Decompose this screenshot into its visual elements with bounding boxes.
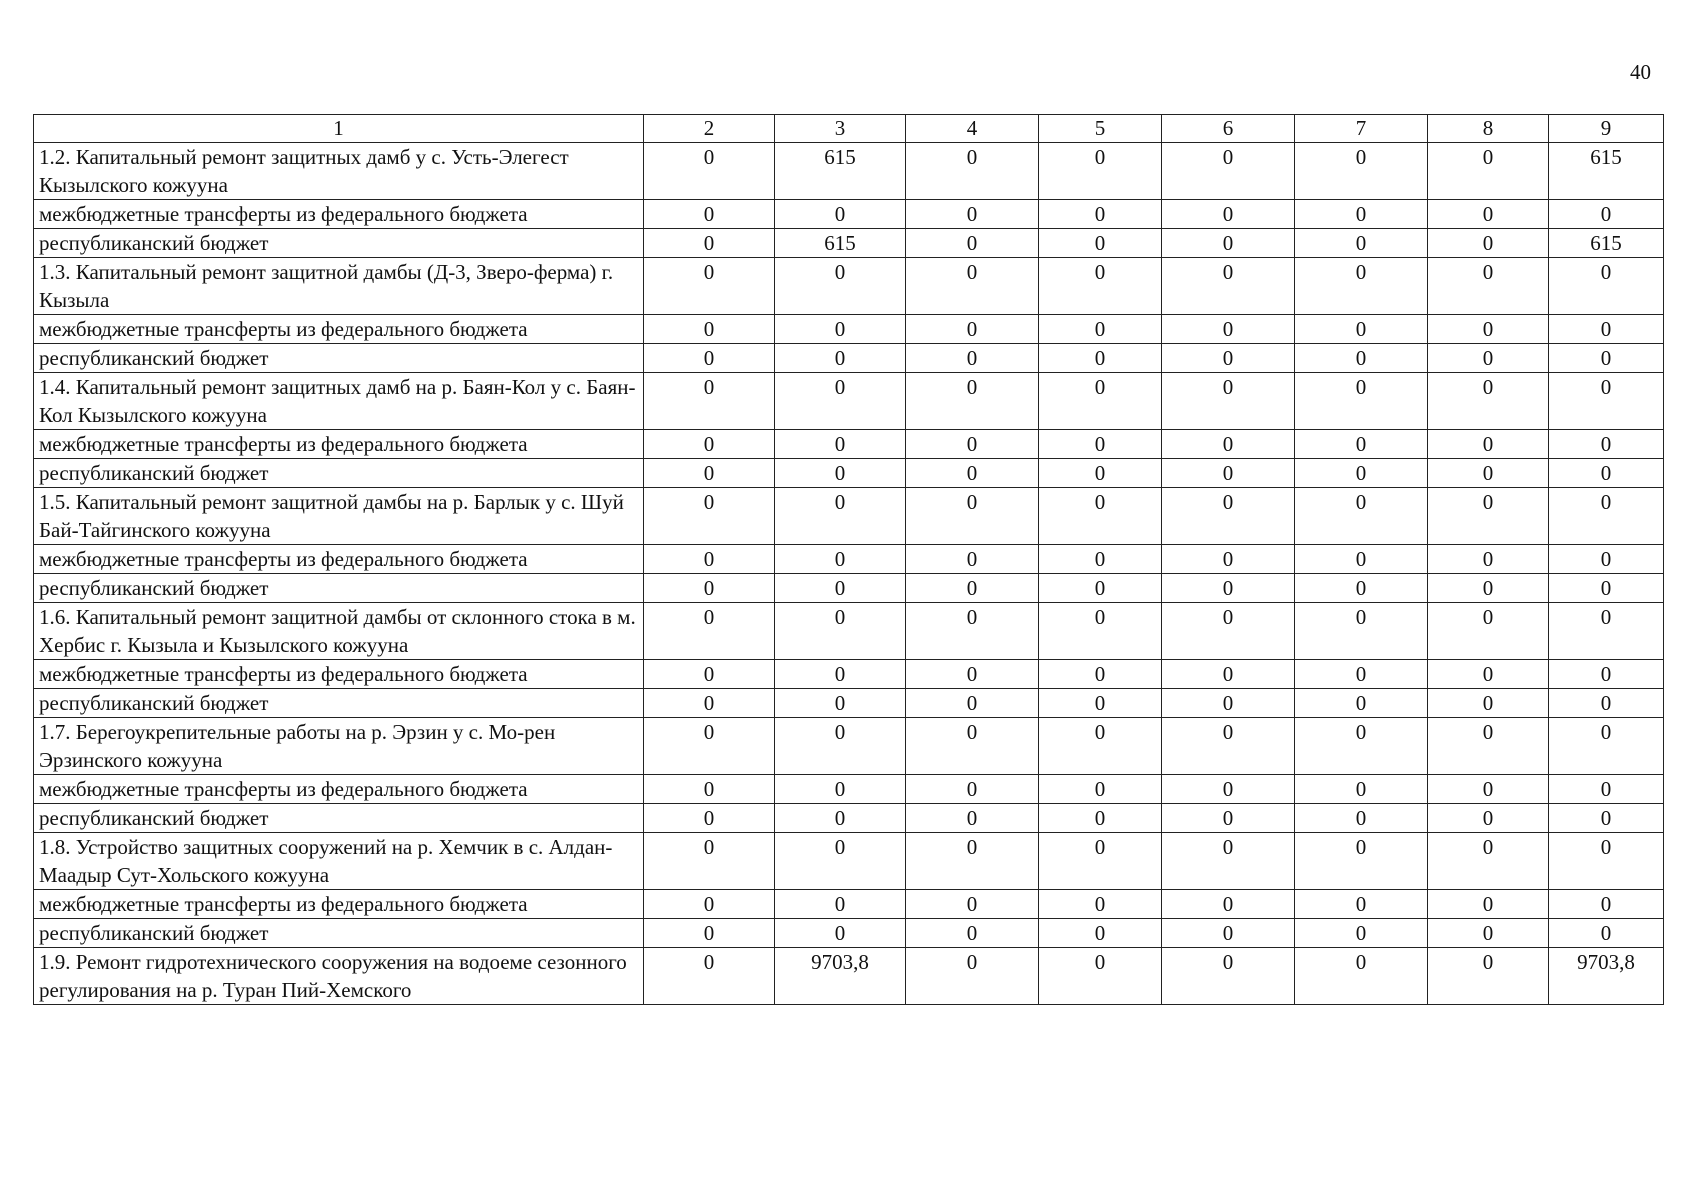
table-row-funding-source [34,804,1664,833]
value-cell: 0 [1295,488,1428,545]
value-cell: 0 [1039,344,1162,373]
value-cell: 0 [1549,545,1664,574]
value-cell: 0 [1549,258,1664,315]
value-cell: 0 [1428,804,1549,833]
value-cell: 0 [906,545,1039,574]
value-cell: 0 [906,890,1039,919]
value-cell: 0 [1295,919,1428,948]
value-cell: 615 [775,143,906,200]
value-cell: 0 [1039,488,1162,545]
value-cell: 0 [906,200,1039,229]
value-cell: 0 [906,574,1039,603]
table-row-funding-source [34,890,1664,919]
value-cell: 9703,8 [1549,948,1664,1005]
value-cell: 0 [1295,948,1428,1005]
value-cell: 9703,8 [775,948,906,1005]
value-cell: 0 [1039,143,1162,200]
value-cell: 0 [644,373,775,430]
value-cell: 0 [1295,229,1428,258]
table-row-activity [34,143,1664,200]
value-cell: 0 [1549,200,1664,229]
value-cell: 0 [644,430,775,459]
value-cell: 0 [1295,775,1428,804]
value-cell: 0 [1162,344,1295,373]
value-cell: 0 [644,919,775,948]
value-cell: 0 [775,200,906,229]
value-cell: 0 [1039,574,1162,603]
value-cell: 0 [906,258,1039,315]
column-header: 2 [644,115,775,143]
value-cell: 0 [775,430,906,459]
value-cell: 0 [1428,775,1549,804]
value-cell: 0 [775,804,906,833]
value-cell: 0 [1549,603,1664,660]
value-cell: 0 [1039,775,1162,804]
value-cell: 0 [644,315,775,344]
column-header: 1 [34,115,644,143]
value-cell: 0 [1162,200,1295,229]
value-cell: 0 [644,890,775,919]
value-cell: 0 [906,775,1039,804]
row-name-cell: республиканский бюджет [34,804,644,833]
table-row-funding-source [34,775,1664,804]
value-cell: 0 [1162,718,1295,775]
value-cell: 615 [1549,143,1664,200]
row-name-cell: республиканский бюджет [34,344,644,373]
value-cell: 0 [775,660,906,689]
value-cell: 0 [1162,919,1295,948]
value-cell: 0 [1428,574,1549,603]
value-cell: 0 [775,315,906,344]
budget-table [33,114,1664,1005]
row-name-cell: 1.7. Берегоукрепительные работы на р. Эрзин у с. Мо-рен Эрзинского кожууна [34,718,644,775]
value-cell: 0 [1295,574,1428,603]
value-cell: 0 [1549,689,1664,718]
value-cell: 0 [1162,258,1295,315]
value-cell: 0 [1039,603,1162,660]
value-cell: 0 [1039,718,1162,775]
value-cell: 0 [906,833,1039,890]
value-cell: 0 [1295,603,1428,660]
value-cell: 0 [775,344,906,373]
value-cell: 0 [1428,200,1549,229]
table-row-funding-source [34,574,1664,603]
row-name-cell: межбюджетные трансферты из федерального бюджета [34,890,644,919]
value-cell: 0 [1295,660,1428,689]
value-cell: 0 [906,948,1039,1005]
value-cell: 0 [1039,229,1162,258]
value-cell: 0 [1428,143,1549,200]
value-cell: 0 [1039,545,1162,574]
row-name-cell: 1.5. Капитальный ремонт защитной дамбы на р. Барлык у с. Шуй Бай-Тайгинского кожууна [34,488,644,545]
value-cell: 0 [1428,344,1549,373]
value-cell: 0 [1295,459,1428,488]
table-row-activity [34,488,1664,545]
value-cell: 0 [1162,603,1295,660]
row-name-cell: 1.9. Ремонт гидротехнического сооружения на водоеме сезонного регулирования на р. Туран Пий-Хемского [34,948,644,1005]
value-cell: 0 [1428,919,1549,948]
value-cell: 0 [775,775,906,804]
value-cell: 0 [1162,373,1295,430]
value-cell: 0 [1428,488,1549,545]
value-cell: 0 [1549,459,1664,488]
value-cell: 0 [1428,229,1549,258]
value-cell: 0 [1428,258,1549,315]
value-cell: 0 [775,890,906,919]
value-cell: 0 [1039,919,1162,948]
value-cell: 0 [775,258,906,315]
value-cell: 0 [906,660,1039,689]
table-row-activity [34,833,1664,890]
row-name-cell: межбюджетные трансферты из федерального бюджета [34,315,644,344]
value-cell: 0 [644,229,775,258]
value-cell: 0 [1549,804,1664,833]
value-cell: 0 [1162,488,1295,545]
value-cell: 0 [1549,660,1664,689]
value-cell: 0 [1428,545,1549,574]
value-cell: 0 [1549,890,1664,919]
value-cell: 0 [1162,689,1295,718]
value-cell: 0 [775,833,906,890]
table-row-funding-source [34,459,1664,488]
value-cell: 0 [906,373,1039,430]
value-cell: 0 [1549,574,1664,603]
value-cell: 0 [906,919,1039,948]
value-cell: 0 [1162,660,1295,689]
value-cell: 0 [1295,545,1428,574]
value-cell: 0 [906,459,1039,488]
row-name-cell: республиканский бюджет [34,459,644,488]
value-cell: 0 [1295,258,1428,315]
row-name-cell: республиканский бюджет [34,689,644,718]
row-name-cell: межбюджетные трансферты из федерального бюджета [34,200,644,229]
row-name-cell: межбюджетные трансферты из федерального бюджета [34,545,644,574]
value-cell: 0 [644,258,775,315]
table-row-activity [34,948,1664,1005]
value-cell: 0 [644,689,775,718]
value-cell: 0 [1295,804,1428,833]
row-name-cell: республиканский бюджет [34,229,644,258]
value-cell: 0 [644,545,775,574]
value-cell: 0 [906,430,1039,459]
row-name-cell: 1.6. Капитальный ремонт защитной дамбы от склонного стока в м. Хербис г. Кызыла и Кызылского кожууна [34,603,644,660]
value-cell: 0 [644,200,775,229]
value-cell: 615 [1549,229,1664,258]
header-row [34,115,1664,143]
value-cell: 0 [644,718,775,775]
table-row-activity [34,718,1664,775]
value-cell: 0 [906,718,1039,775]
value-cell: 0 [906,229,1039,258]
value-cell: 0 [1162,315,1295,344]
table-row-funding-source [34,229,1664,258]
value-cell: 0 [1039,833,1162,890]
value-cell: 0 [1039,948,1162,1005]
value-cell: 0 [775,488,906,545]
value-cell: 0 [1162,948,1295,1005]
value-cell: 0 [906,603,1039,660]
table-row-funding-source [34,660,1664,689]
value-cell: 0 [1295,430,1428,459]
value-cell: 0 [906,315,1039,344]
table-body [34,115,1664,1005]
value-cell: 0 [775,545,906,574]
table-row-funding-source [34,344,1664,373]
value-cell: 0 [1162,143,1295,200]
value-cell: 0 [644,660,775,689]
table-row-funding-source [34,545,1664,574]
column-header: 5 [1039,115,1162,143]
value-cell: 0 [1295,718,1428,775]
value-cell: 0 [1428,689,1549,718]
value-cell: 0 [644,143,775,200]
value-cell: 0 [1549,430,1664,459]
table-row-funding-source [34,919,1664,948]
value-cell: 0 [1295,689,1428,718]
table-row-funding-source [34,689,1664,718]
value-cell: 0 [1549,919,1664,948]
table-row-funding-source [34,315,1664,344]
value-cell: 0 [1428,718,1549,775]
value-cell: 0 [1428,890,1549,919]
column-header: 4 [906,115,1039,143]
value-cell: 0 [1428,603,1549,660]
table-row-funding-source [34,200,1664,229]
value-cell: 0 [1295,143,1428,200]
value-cell: 0 [644,603,775,660]
row-name-cell: 1.4. Капитальный ремонт защитных дамб на р. Баян-Кол у с. Баян-Кол Кызылского кожууна [34,373,644,430]
row-name-cell: межбюджетные трансферты из федерального бюджета [34,660,644,689]
column-header: 8 [1428,115,1549,143]
page-number: 40 [1630,60,1651,84]
value-cell: 0 [1549,344,1664,373]
value-cell: 0 [775,373,906,430]
value-cell: 0 [644,459,775,488]
value-cell: 0 [644,775,775,804]
row-name-cell: 1.2. Капитальный ремонт защитных дамб у с. Усть-Элегест Кызылского кожууна [34,143,644,200]
row-name-cell: республиканский бюджет [34,574,644,603]
value-cell: 0 [644,833,775,890]
value-cell: 0 [1549,373,1664,430]
value-cell: 0 [906,344,1039,373]
value-cell: 0 [1428,315,1549,344]
value-cell: 615 [775,229,906,258]
value-cell: 0 [644,804,775,833]
value-cell: 0 [1162,229,1295,258]
value-cell: 0 [1428,373,1549,430]
value-cell: 0 [1428,833,1549,890]
value-cell: 0 [775,459,906,488]
value-cell: 0 [1428,459,1549,488]
value-cell: 0 [1039,660,1162,689]
value-cell: 0 [906,804,1039,833]
value-cell: 0 [1295,315,1428,344]
column-header: 6 [1162,115,1295,143]
value-cell: 0 [1039,258,1162,315]
table-row-activity [34,258,1664,315]
value-cell: 0 [1295,890,1428,919]
value-cell: 0 [1428,660,1549,689]
value-cell: 0 [1162,833,1295,890]
row-name-cell: республиканский бюджет [34,919,644,948]
column-header: 9 [1549,115,1664,143]
value-cell: 0 [644,948,775,1005]
value-cell: 0 [1295,200,1428,229]
value-cell: 0 [1549,488,1664,545]
value-cell: 0 [775,689,906,718]
table-row-activity [34,373,1664,430]
value-cell: 0 [775,919,906,948]
row-name-cell: 1.8. Устройство защитных сооружений на р. Хемчик в с. Алдан-Маадыр Сут-Хольского кожууна [34,833,644,890]
value-cell: 0 [1295,373,1428,430]
value-cell: 0 [1162,459,1295,488]
value-cell: 0 [775,718,906,775]
value-cell: 0 [1039,430,1162,459]
table-row-funding-source [34,430,1664,459]
value-cell: 0 [1549,833,1664,890]
value-cell: 0 [1295,344,1428,373]
value-cell: 0 [644,488,775,545]
value-cell: 0 [1039,804,1162,833]
row-name-cell: межбюджетные трансферты из федерального бюджета [34,430,644,459]
row-name-cell: межбюджетные трансферты из федерального бюджета [34,775,644,804]
value-cell: 0 [1162,545,1295,574]
value-cell: 0 [1039,459,1162,488]
column-header: 7 [1295,115,1428,143]
value-cell: 0 [1162,804,1295,833]
value-cell: 0 [1162,890,1295,919]
value-cell: 0 [1039,373,1162,430]
value-cell: 0 [1039,315,1162,344]
value-cell: 0 [906,488,1039,545]
value-cell: 0 [1428,948,1549,1005]
value-cell: 0 [1549,718,1664,775]
row-name-cell: 1.3. Капитальный ремонт защитной дамбы (Д-3, Зверо-ферма) г. Кызыла [34,258,644,315]
value-cell: 0 [1549,775,1664,804]
value-cell: 0 [644,344,775,373]
value-cell: 0 [1039,890,1162,919]
value-cell: 0 [1295,833,1428,890]
value-cell: 0 [1162,574,1295,603]
value-cell: 0 [1162,775,1295,804]
value-cell: 0 [1549,315,1664,344]
table-row-activity [34,603,1664,660]
value-cell: 0 [644,574,775,603]
value-cell: 0 [1039,200,1162,229]
value-cell: 0 [775,574,906,603]
value-cell: 0 [775,603,906,660]
value-cell: 0 [906,143,1039,200]
value-cell: 0 [1428,430,1549,459]
value-cell: 0 [1039,689,1162,718]
value-cell: 0 [906,689,1039,718]
column-header: 3 [775,115,906,143]
value-cell: 0 [1162,430,1295,459]
